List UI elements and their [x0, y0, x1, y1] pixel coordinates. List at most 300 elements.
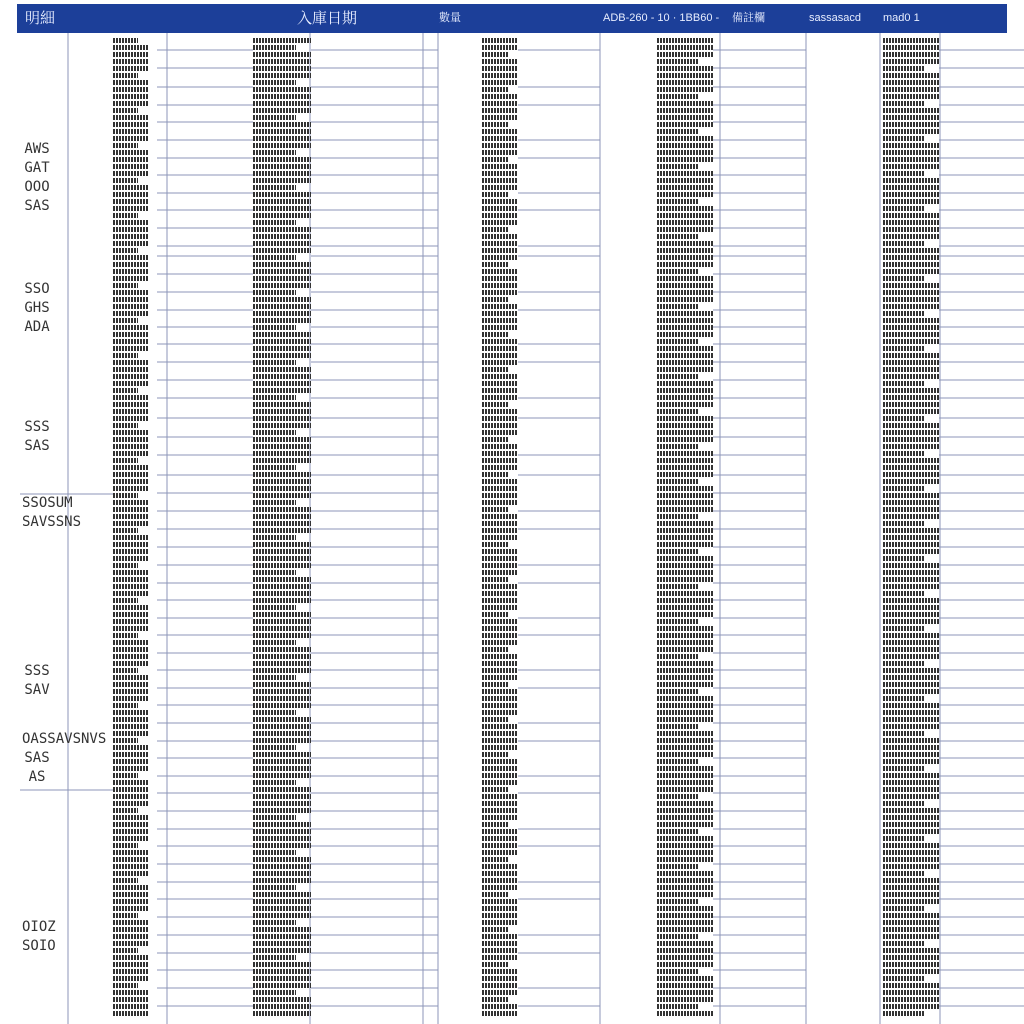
- entry-text: [883, 248, 939, 253]
- entry-text: [883, 675, 939, 680]
- entry-text: [883, 514, 939, 519]
- entry-text: [657, 318, 713, 323]
- entry-text: [113, 388, 138, 393]
- entry-text: [253, 45, 296, 50]
- entry-text: [883, 178, 939, 183]
- entry-text: [253, 360, 296, 365]
- row-label: SSOSUM SAVSSNS: [22, 495, 82, 530]
- entry-text: [657, 143, 713, 148]
- entry-text: [482, 318, 518, 323]
- entry-text: [253, 269, 311, 274]
- entry-text: [657, 199, 699, 204]
- entry-text: [482, 290, 518, 295]
- entry-text: [113, 528, 138, 533]
- entry-text: [253, 598, 311, 603]
- entry-text: [883, 388, 939, 393]
- entry-text: [253, 1004, 311, 1009]
- entry-text: [657, 185, 713, 190]
- entry-text: [883, 612, 939, 617]
- entry-text: [883, 360, 939, 365]
- entry-text: [657, 612, 713, 617]
- entry-text: [657, 66, 713, 71]
- entry-text: [482, 934, 518, 939]
- entry-text: [482, 850, 518, 855]
- entry-text: [657, 395, 713, 400]
- entry-text: [482, 563, 518, 568]
- entry-text: [253, 262, 311, 267]
- entry-text: [883, 416, 925, 421]
- entry-text: [482, 878, 518, 883]
- entry-text: [253, 318, 311, 323]
- entry-text: [657, 192, 713, 197]
- entry-text: [253, 38, 311, 43]
- entry-text: [113, 1004, 149, 1009]
- entry-text: [883, 241, 925, 246]
- entry-text: [253, 94, 311, 99]
- entry-text: [883, 913, 939, 918]
- entry-text: [253, 535, 296, 540]
- entry-text: [883, 87, 939, 92]
- entry-text: [113, 45, 149, 50]
- entry-text: [883, 724, 939, 729]
- entry-text: [113, 752, 149, 757]
- entry-text: [482, 143, 518, 148]
- entry-text: [113, 87, 149, 92]
- entry-text: [883, 829, 939, 834]
- entry-text: [883, 507, 939, 512]
- entry-text: [657, 178, 713, 183]
- entry-text: [482, 605, 518, 610]
- entry-text: [482, 52, 509, 57]
- entry-text: [657, 346, 713, 351]
- entry-text: [482, 255, 518, 260]
- entry-text: [253, 570, 296, 575]
- entry-text: [253, 976, 311, 981]
- entry-text: [113, 829, 149, 834]
- entry-text: [482, 437, 509, 442]
- entry-text: [657, 619, 699, 624]
- entry-text: [482, 367, 509, 372]
- entry-text: [113, 444, 149, 449]
- entry-text: [883, 143, 939, 148]
- entry-text: [883, 654, 939, 659]
- entry-text: [113, 94, 149, 99]
- entry-text: [253, 808, 311, 813]
- entry-text: [113, 619, 149, 624]
- entry-text: [482, 178, 518, 183]
- entry-text: [253, 934, 311, 939]
- entry-text: [883, 45, 939, 50]
- entry-text: [253, 591, 311, 596]
- entry-text: [482, 822, 509, 827]
- entry-text: [113, 262, 149, 267]
- entry-text: [883, 773, 939, 778]
- entry-text: [883, 171, 925, 176]
- entry-text: [113, 941, 149, 946]
- entry-text: [883, 668, 939, 673]
- entry-text: [113, 605, 149, 610]
- entry-text: [657, 479, 699, 484]
- entry-text: [253, 724, 311, 729]
- entry-text: [113, 738, 138, 743]
- entry-text: [482, 381, 518, 386]
- entry-text: [883, 885, 939, 890]
- entry-text: [113, 283, 138, 288]
- entry-text: [482, 514, 518, 519]
- entry-text: [113, 542, 149, 547]
- entry-text: [482, 759, 518, 764]
- entry-text: [113, 339, 149, 344]
- entry-text: [657, 262, 713, 267]
- entry-text: [482, 724, 518, 729]
- entry-text: [657, 353, 713, 358]
- entry-text: [482, 38, 518, 43]
- entry-text: [113, 367, 149, 372]
- entry-text: [482, 227, 509, 232]
- entry-text: [657, 738, 713, 743]
- entry-text: [482, 1011, 518, 1016]
- entry-text: [113, 801, 149, 806]
- entry-text: [253, 612, 311, 617]
- entry-text: [113, 815, 149, 820]
- entry-text: [113, 507, 149, 512]
- entry-text: [657, 969, 699, 974]
- entry-text: [883, 689, 939, 694]
- entry-text: [253, 794, 311, 799]
- entry-text: [657, 1004, 699, 1009]
- entry-text: [482, 962, 509, 967]
- entry-text: [657, 325, 713, 330]
- entry-text: [253, 941, 311, 946]
- entry-text: [113, 682, 149, 687]
- entry-text: [657, 171, 713, 176]
- entry-text: [482, 997, 509, 1002]
- entry-text: [657, 87, 713, 92]
- entry-text: [482, 360, 518, 365]
- entry-text: [253, 367, 311, 372]
- entry-text: [113, 80, 149, 85]
- entry-text: [113, 549, 149, 554]
- entry-text: [482, 220, 518, 225]
- entry-text: [113, 451, 149, 456]
- entry-text: [883, 157, 939, 162]
- entry-text: [253, 738, 311, 743]
- entry-text: [657, 885, 713, 890]
- entry-text: [253, 857, 311, 862]
- entry-text: [482, 311, 518, 316]
- entry-text: [657, 157, 713, 162]
- entry-text: [113, 486, 149, 491]
- entry-text: [883, 864, 939, 869]
- entry-text: [482, 164, 518, 169]
- entry-text: [657, 206, 713, 211]
- entry-text: [253, 255, 296, 260]
- entry-text: [883, 255, 939, 260]
- entry-text: [482, 675, 518, 680]
- entry-text: [113, 969, 149, 974]
- entry-text: [482, 857, 509, 862]
- entry-text: [113, 430, 149, 435]
- entry-text: [657, 801, 713, 806]
- entry-text: [482, 892, 509, 897]
- entry-text: [883, 59, 939, 64]
- entry-text: [482, 374, 518, 379]
- entry-text: [113, 332, 149, 337]
- entry-text: [253, 871, 311, 876]
- entry-text: [253, 584, 311, 589]
- entry-text: [482, 472, 509, 477]
- entry-text: [883, 150, 939, 155]
- entry-text: [883, 1004, 939, 1009]
- row-label-column: [0, 0, 107, 1024]
- entry-text: [113, 934, 149, 939]
- entry-text: [253, 955, 296, 960]
- entry-text: [657, 850, 713, 855]
- entry-text: [253, 892, 311, 897]
- entry-text: [657, 1011, 713, 1016]
- entry-text: [253, 220, 296, 225]
- entry-text: [482, 640, 518, 645]
- row-label: OIOZ SOIO: [22, 919, 56, 954]
- entry-text: [482, 94, 518, 99]
- entry-text: [113, 136, 149, 141]
- entry-text: [113, 318, 138, 323]
- entry-text: [113, 535, 149, 540]
- entry-text: [113, 948, 138, 953]
- entry-text: [657, 843, 713, 848]
- entry-text: [113, 878, 138, 883]
- entry-text: [482, 843, 518, 848]
- entry-text: [113, 892, 149, 897]
- entry-text: [883, 927, 939, 932]
- entry-text: [657, 367, 713, 372]
- entry-text: [482, 206, 518, 211]
- entry-text: [253, 143, 311, 148]
- entry-text: [657, 339, 699, 344]
- entry-text: [482, 332, 509, 337]
- entry-text: [113, 899, 149, 904]
- entry-text: [253, 682, 311, 687]
- entry-text: [482, 402, 509, 407]
- entry-text: [253, 115, 296, 120]
- entry-text: [657, 990, 713, 995]
- entry-text: [883, 577, 939, 582]
- entry-text: [657, 668, 713, 673]
- entry-text: [883, 549, 939, 554]
- entry-text: [482, 528, 518, 533]
- entry-text: [482, 913, 518, 918]
- entry-text: [253, 696, 311, 701]
- entry-text: [253, 815, 296, 820]
- entry-text: [482, 920, 518, 925]
- entry-text: [482, 731, 518, 736]
- entry-text: [883, 458, 939, 463]
- entry-text: [113, 59, 149, 64]
- entry-text: [113, 794, 149, 799]
- entry-text: [657, 500, 713, 505]
- header-col-2: 入庫日期: [297, 10, 358, 27]
- entry-text: [113, 759, 149, 764]
- entry-text: [482, 129, 518, 134]
- entry-text: [883, 500, 939, 505]
- entry-text: [657, 920, 713, 925]
- entry-text: [657, 388, 713, 393]
- entry-text: [482, 647, 509, 652]
- entry-text: [113, 717, 149, 722]
- entry-text: [253, 283, 311, 288]
- entry-text: [253, 689, 311, 694]
- entry-text: [113, 129, 149, 134]
- entry-text: [883, 325, 939, 330]
- entry-text: [253, 759, 311, 764]
- entry-text: [113, 304, 149, 309]
- entry-text: [482, 297, 509, 302]
- entry-text: [113, 920, 149, 925]
- entry-text: [883, 101, 925, 106]
- entry-text: [482, 668, 518, 673]
- entry-text: [657, 745, 713, 750]
- entry-text: [883, 535, 939, 540]
- entry-text: [657, 941, 713, 946]
- entry-text: [657, 150, 713, 155]
- entry-text: [253, 717, 311, 722]
- entry-text: [883, 934, 939, 939]
- entry-text: [883, 528, 939, 533]
- entry-text: [253, 1011, 311, 1016]
- entry-text: [657, 976, 713, 981]
- entry-text: [253, 486, 311, 491]
- entry-text: [113, 773, 138, 778]
- entry-text: [113, 500, 149, 505]
- entry-text: [482, 59, 518, 64]
- entry-text: [883, 633, 939, 638]
- entry-text: [657, 878, 713, 883]
- entry-text: [482, 570, 518, 575]
- entry-text: [883, 66, 925, 71]
- entry-text: [482, 829, 518, 834]
- entry-text: [482, 815, 518, 820]
- entry-text: [253, 773, 311, 778]
- entry-text: [482, 969, 518, 974]
- entry-text: [253, 577, 311, 582]
- entry-text: [883, 584, 939, 589]
- entry-text: [253, 507, 311, 512]
- entry-text: [253, 913, 311, 918]
- entry-text: [883, 479, 939, 484]
- entry-text: [657, 696, 713, 701]
- header-col-6: sassasacd: [809, 12, 861, 24]
- entry-text: [113, 556, 149, 561]
- entry-text: [253, 206, 311, 211]
- entry-text: [883, 808, 939, 813]
- entry-text: [883, 920, 939, 925]
- entry-text: [657, 129, 699, 134]
- entry-text: [657, 962, 713, 967]
- entry-text: [482, 325, 518, 330]
- entry-text: [253, 332, 311, 337]
- entry-text: [482, 521, 518, 526]
- header-col-3: 數量: [439, 12, 461, 24]
- entry-text: [253, 136, 311, 141]
- entry-text: [883, 234, 939, 239]
- entry-text: [482, 633, 518, 638]
- entry-text: [113, 465, 149, 470]
- entry-text: [253, 465, 296, 470]
- entry-text: [253, 640, 296, 645]
- entry-text: [253, 605, 296, 610]
- entry-text: [253, 962, 311, 967]
- entry-text: [657, 108, 713, 113]
- entry-text: [883, 843, 939, 848]
- entry-text: [883, 703, 939, 708]
- entry-text: [482, 115, 518, 120]
- entry-text: [113, 675, 149, 680]
- entry-text: [482, 283, 518, 288]
- entry-text: [482, 983, 518, 988]
- entry-text: [883, 80, 939, 85]
- entry-text: [657, 241, 713, 246]
- entry-text: [253, 66, 311, 71]
- entry-text: [657, 304, 699, 309]
- entry-text: [482, 500, 518, 505]
- entry-text: [657, 45, 713, 50]
- entry-text: [482, 549, 518, 554]
- entry-text: [883, 332, 939, 337]
- entry-text: [253, 185, 296, 190]
- entry-text: [657, 528, 713, 533]
- entry-text: [657, 409, 699, 414]
- entry-text: [253, 346, 311, 351]
- entry-text: [482, 766, 518, 771]
- entry-text: [657, 430, 713, 435]
- entry-text: [113, 626, 149, 631]
- entry-column-4: [657, 36, 713, 1024]
- entry-text: [482, 745, 518, 750]
- entry-text: [883, 983, 939, 988]
- entry-text: [113, 913, 138, 918]
- entry-text: [482, 262, 509, 267]
- entry-text: [482, 304, 518, 309]
- entry-text: [113, 703, 138, 708]
- entry-text: [253, 87, 311, 92]
- entry-text: [253, 227, 311, 232]
- entry-text: [253, 430, 296, 435]
- entry-text: [482, 444, 518, 449]
- entry-text: [883, 108, 939, 113]
- entry-text: [253, 234, 311, 239]
- entry-text: [253, 745, 296, 750]
- entry-text: [113, 157, 149, 162]
- entry-text: [657, 549, 699, 554]
- entry-text: [482, 423, 518, 428]
- entry-text: [657, 899, 699, 904]
- entry-text: [657, 38, 713, 43]
- entry-text: [883, 892, 939, 897]
- entry-text: [253, 248, 311, 253]
- entry-text: [113, 115, 149, 120]
- entry-text: [253, 675, 296, 680]
- entry-text: [482, 584, 518, 589]
- entry-text: [253, 437, 311, 442]
- entry-text: [883, 185, 939, 190]
- entry-text: [657, 227, 713, 232]
- entry-text: [657, 542, 713, 547]
- entry-text: [657, 864, 699, 869]
- entry-text: [113, 563, 138, 568]
- entry-text: [253, 59, 311, 64]
- entry-text: [482, 710, 518, 715]
- entry-text: [657, 486, 713, 491]
